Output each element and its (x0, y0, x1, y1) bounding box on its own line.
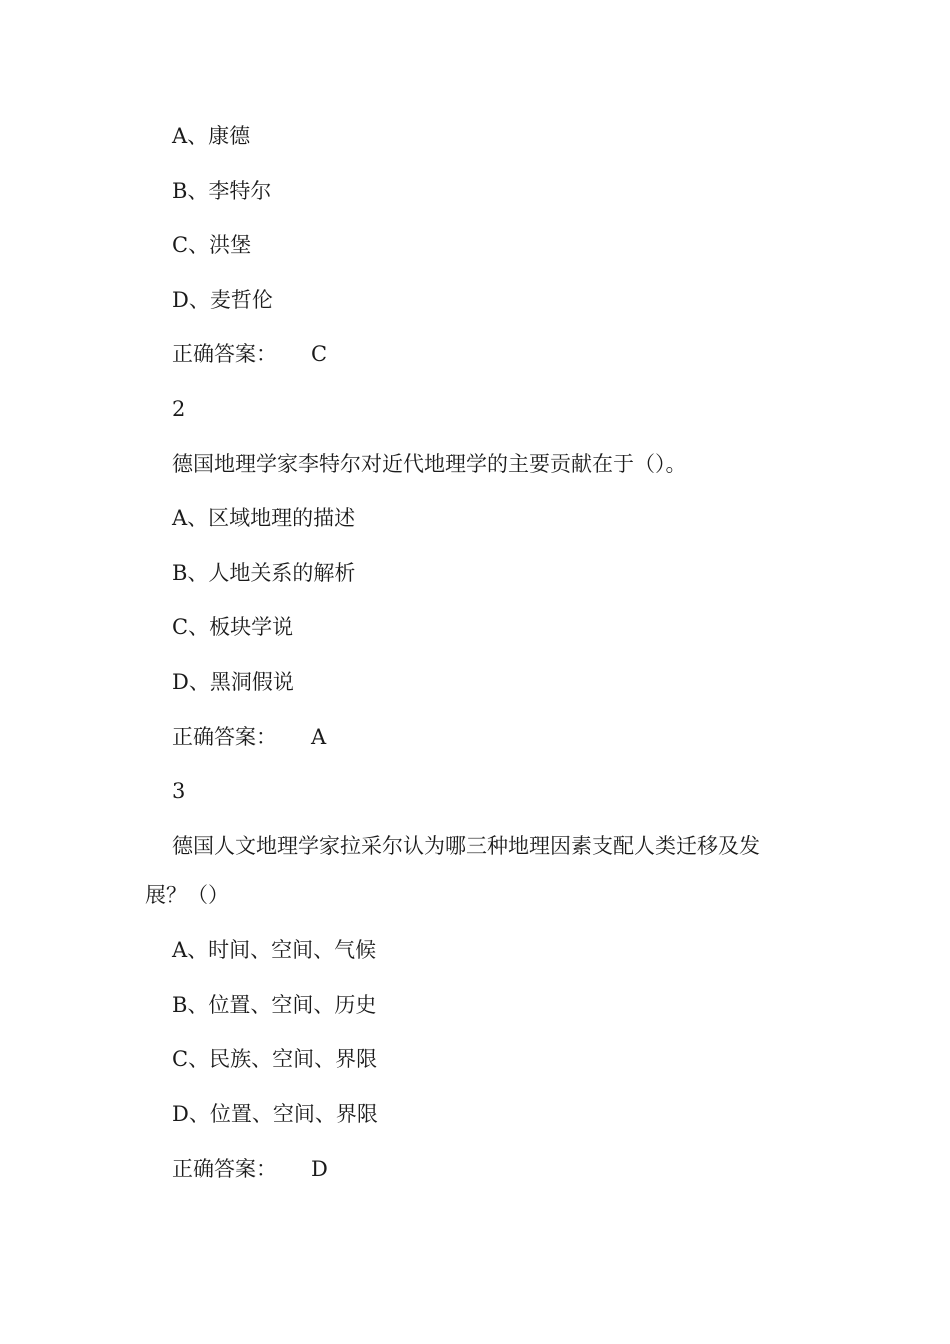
q1-option-a: A、康德 (172, 124, 251, 148)
q3-stem-line2: 展？（） (145, 883, 229, 907)
q1-answer-label: 正确答案： (172, 342, 277, 366)
q1-option-d: D、麦哲伦 (172, 288, 273, 312)
q2-option-c: C、板块学说 (172, 615, 294, 639)
q3-option-a: A、时间、空间、气候 (172, 938, 377, 962)
q2-answer (172, 723, 326, 751)
q2-number: 2 (172, 397, 186, 421)
q3-option-c: C、民族、空间、界限 (172, 1047, 378, 1071)
q3-option-b: B、位置、空间、历史 (172, 993, 377, 1017)
q3-number: 3 (172, 779, 186, 803)
q3-option-d: D、位置、空间、界限 (172, 1102, 378, 1126)
q1-answer (172, 340, 327, 368)
q1-option-b: B、李特尔 (172, 179, 272, 203)
q2-option-d: D、黑洞假说 (172, 670, 294, 694)
q2-answer-label: 正确答案： (172, 725, 277, 749)
q2-answer-value: A (311, 725, 327, 749)
q1-option-c: C、洪堡 (172, 233, 252, 257)
q2-option-a: A、区域地理的描述 (172, 506, 356, 530)
q3-answer-label: 正确答案： (172, 1157, 277, 1181)
q2-option-b: B、人地关系的解析 (172, 561, 356, 585)
q2-stem: 德国地理学家李特尔对近代地理学的主要贡献在于（）。 (172, 452, 687, 476)
q3-answer (172, 1155, 328, 1183)
q1-answer-value: C (311, 342, 328, 366)
q3-answer-value: D (311, 1157, 328, 1181)
q3-stem-line1: 德国人文地理学家拉采尔认为哪三种地理因素支配人类迁移及发 (172, 834, 760, 858)
